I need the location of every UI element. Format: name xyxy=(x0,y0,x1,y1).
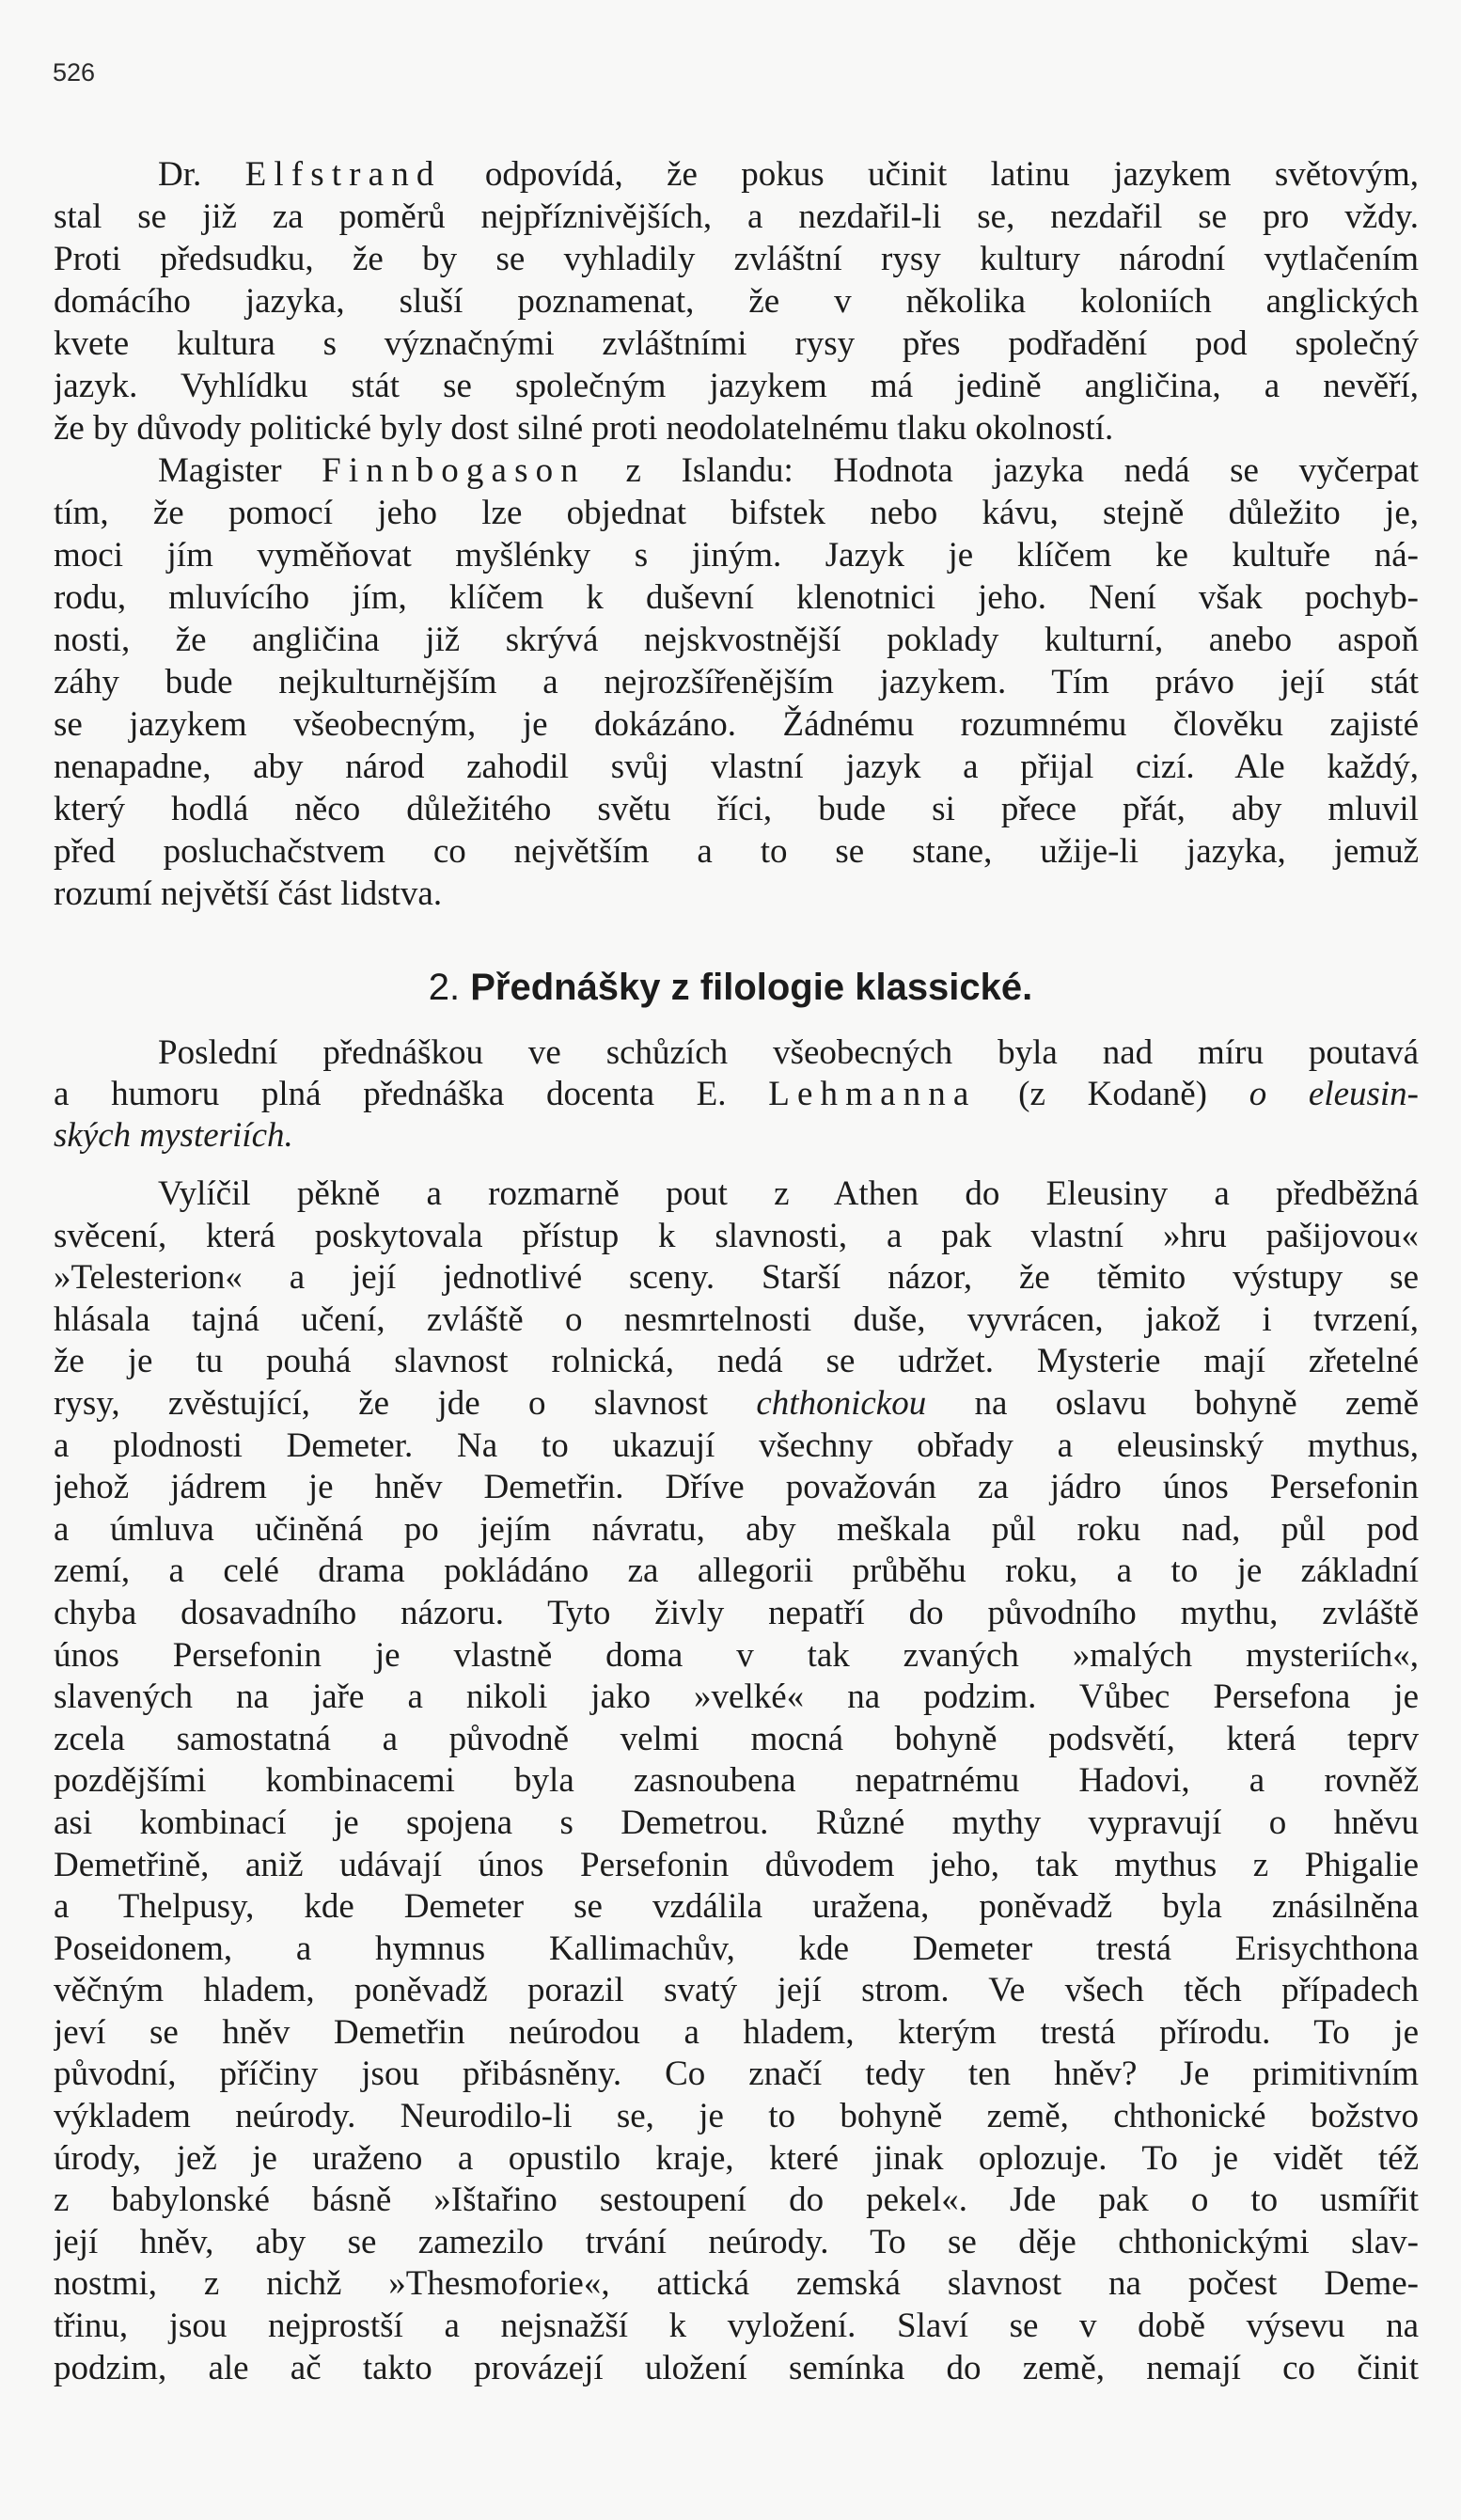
text-line xyxy=(54,449,1419,492)
text-segment: domácího jazyka, sluší poznamenat, že v několika koloniích anglických xyxy=(54,282,1419,321)
text-segment: Magister xyxy=(158,451,322,490)
italic-text: chthonickou xyxy=(756,1383,927,1423)
text-segment: se jazykem všeobecným, je dokázáno. Žádnému rozumnému člověku zajisté xyxy=(54,705,1419,744)
text-line xyxy=(54,830,1419,873)
text-segment: Poseidonem, a hymnus Kallimachův, kde Demeter trestá Erisychthona xyxy=(54,1929,1419,1968)
text-line xyxy=(54,1173,1419,1216)
text-line xyxy=(54,703,1419,746)
text-line xyxy=(54,323,1419,365)
text-segment: zcela samostatná a původně velmi mocná bohyně podsvětí, která teprv xyxy=(54,1719,1419,1758)
text-segment: kvete kultura s význačnými zvláštními rysy přes podřadění pod společný xyxy=(54,324,1419,363)
text-segment: třinu, jsou nejprostší a nejsnažší k vyložení. Slaví se v době výsevu na xyxy=(54,2307,1419,2346)
text-segment: úrody, jež je uraženo a opustilo kraje, které jinak oplozuje. To je vidět též xyxy=(54,2138,1419,2178)
text-segment: že by důvody politické byly dost silné proti neodolatelnému tlaku okolností. xyxy=(54,409,1114,448)
text-segment: věčným hladem, poněvadž porazil svatý její strom. Ve všech těch případech xyxy=(54,1971,1419,2010)
text-segment: Vylíčil pěkně a rozmarně pout z Athen do Eleusiny a předběžná xyxy=(158,1174,1419,1213)
text-segment: nosti, že angličina již skrývá nejskvostnější poklady kulturní, anebo aspoň xyxy=(54,621,1419,659)
text-line xyxy=(54,492,1419,534)
text-segment: chyba dosavadního názoru. Tyto živly nepatří do původního mythu, zvláště xyxy=(54,1593,1419,1632)
text-line xyxy=(54,534,1419,576)
text-segment: stal se již za poměrů nejpříznivějších, a nezdařil-li se, nezdařil se pro vždy. xyxy=(54,197,1419,236)
text-line xyxy=(54,2306,1419,2348)
text-segment: jehož jádrem je hněv Demetřin. Dříve považován za jádro únos Persefonin xyxy=(54,1468,1419,1507)
text-line xyxy=(54,1341,1419,1383)
section-title: Přednášky z filologie klassické. xyxy=(470,967,1033,1008)
text-segment: před posluchačstvem co největším a to se stane, užije-li jazyka, jemuž xyxy=(54,832,1419,871)
text-segment: »Telesterion« a její jednotlivé sceny. Starší názor, že těmito výstupy se xyxy=(54,1258,1419,1298)
text-segment: původní, příčiny jsou přibásněny. Co značí tedy ten hněv? Je primitivním xyxy=(54,2055,1419,2094)
text-segment: nenapadne, aby národ zahodil svůj vlastní jazyk a přijal cizí. Ale každý, xyxy=(54,748,1419,786)
text-segment: a plodnosti Demeter. Na to ukazují všechny obřady a eleusinský mythus, xyxy=(54,1425,1419,1465)
text-segment: její hněv, aby se zamezilo trvání neúrody. To se děje chthonickými slav- xyxy=(54,2222,1419,2261)
section-number: 2. xyxy=(428,967,461,1008)
text-segment: moci jím vyměňovat myšlénky s jiným. Jazyk je klíčem ke kultuře ná- xyxy=(54,536,1419,575)
text-segment: odpovídá, že pokus učinit latinu jazykem světovým, xyxy=(441,155,1419,194)
text-line xyxy=(54,280,1419,323)
text-segment: jeví se hněv Demetřin neúrodou a hladem, kterým trestá přírodu. To je xyxy=(54,2012,1419,2052)
text-segment: asi kombinací je spojena s Demetrou. Různé mythy vypravují o hněvu xyxy=(54,1803,1419,1842)
paragraph-elfstrand xyxy=(54,153,1419,449)
spaced-name: Elfstrand xyxy=(244,155,442,194)
text-segment: výkladem neúrody. Neurodilo-li se, je to bohyně země, chthonické božstvo xyxy=(54,2097,1419,2136)
text-segment: jazyk. Vyhlídku stát se společným jazykem má jedině angličina, a nevěří, xyxy=(54,367,1419,405)
text-line xyxy=(54,873,1419,915)
text-line xyxy=(54,365,1419,407)
text-line xyxy=(54,1032,1419,1074)
text-line xyxy=(54,576,1419,619)
text-segment: (z Kodaně) xyxy=(976,1075,1249,1113)
text-line xyxy=(54,661,1419,703)
text-segment: rysy, zvěstující, že jde o slavnost xyxy=(54,1383,757,1423)
text-line xyxy=(54,1551,1419,1593)
text-line xyxy=(54,2348,1419,2390)
text-line xyxy=(54,407,1419,449)
text-segment: nostmi, z nichž »Thesmoforie«, attická zemská slavnost na počest Deme- xyxy=(54,2264,1419,2304)
spaced-name: Finnbogason xyxy=(322,451,586,490)
text-segment: a Thelpusy, kde Demeter se vzdálila uražena, poněvadž byla znásilněna xyxy=(54,1887,1419,1927)
text-segment: záhy bude nejkulturnějším a nejrozšířenějším jazykem. Tím právo její stát xyxy=(54,663,1419,701)
text-line xyxy=(54,1383,1419,1425)
text-line xyxy=(54,1719,1419,1761)
text-line xyxy=(54,1845,1419,1887)
text-line xyxy=(54,153,1419,196)
text-segment: a humoru plná přednáška docenta E. xyxy=(54,1075,769,1113)
text-segment: na oslavu bohyně země xyxy=(926,1383,1419,1423)
text-segment: svěcení, která poskytovala přístup k slavnosti, a pak vlastní »hru pašijovou« xyxy=(54,1216,1419,1255)
section-heading xyxy=(0,967,1461,1009)
text-line xyxy=(54,788,1419,830)
paragraph-finnbogason xyxy=(54,449,1419,915)
text-line xyxy=(54,2054,1419,2096)
text-segment: Poslední přednáškou ve schůzích všeobecných byla nad míru poutavá xyxy=(158,1033,1419,1072)
text-line xyxy=(54,1425,1419,1468)
text-line xyxy=(54,1216,1419,1258)
text-line xyxy=(54,2222,1419,2264)
italic-text: o eleusin- xyxy=(1249,1075,1419,1113)
spaced-name: Lehmanna xyxy=(768,1075,977,1113)
text-line xyxy=(54,1467,1419,1509)
text-line xyxy=(54,1803,1419,1845)
text-segment: Dr. xyxy=(158,155,245,194)
text-segment: z babylonské básně »Ištařino sestoupení do pekel«. Jde pak o to usmířit xyxy=(54,2181,1419,2220)
text-line xyxy=(54,619,1419,661)
text-line xyxy=(54,238,1419,280)
text-line xyxy=(54,1635,1419,1677)
text-line xyxy=(54,196,1419,238)
paragraph-lehmann-intro xyxy=(54,1032,1419,1157)
text-line xyxy=(54,1115,1419,1157)
text-line xyxy=(54,1509,1419,1551)
text-line xyxy=(54,1593,1419,1635)
italic-text: ských mysteriích. xyxy=(54,1116,293,1155)
text-segment: z Islandu: Hodnota jazyka nedá se vyčerpat xyxy=(585,451,1419,490)
text-line xyxy=(54,1929,1419,1971)
text-segment: tím, že pomocí jeho lze objednat bifstek nebo kávu, stejně důležito je, xyxy=(54,494,1419,532)
text-line xyxy=(54,1677,1419,1719)
text-line xyxy=(54,1970,1419,2012)
text-segment: podzim, ale ač takto provázejí uložení semínka do země, nemají co činit xyxy=(54,2348,1419,2387)
text-segment: který hodlá něco důležitého světu říci, bude si přece přát, aby mluvil xyxy=(54,790,1419,828)
text-line xyxy=(54,2180,1419,2222)
text-segment: Demetřině, aniž udávají únos Persefonin důvodem jeho, tak mythus z Phigalie xyxy=(54,1845,1419,1884)
text-segment: únos Persefonin je vlastně doma v tak zvaných »malých mysteriích«, xyxy=(54,1635,1419,1675)
text-line xyxy=(54,2096,1419,2138)
paragraph-eleusinian-mysteries xyxy=(54,1173,1419,2389)
text-segment: slavených na jaře a nikoli jako »velké« na podzim. Vůbec Persefona je xyxy=(54,1677,1419,1717)
text-line xyxy=(54,1257,1419,1299)
text-line xyxy=(54,1760,1419,1803)
text-line xyxy=(54,1886,1419,1929)
text-line xyxy=(54,1299,1419,1342)
text-segment: hlásala tajná učení, zvláště o nesmrtelnosti duše, vyvrácen, jakož i tvrzení, xyxy=(54,1299,1419,1339)
page-number: 526 xyxy=(53,58,96,87)
text-segment: Proti předsudku, že by se vyhladily zvláštní rysy kultury národní vytlačením xyxy=(54,240,1419,278)
text-segment: rozumí největší část lidstva. xyxy=(54,874,443,913)
text-segment: že je tu pouhá slavnost rolnická, nedá se udržet. Mysterie mají zřetelné xyxy=(54,1342,1419,1381)
text-segment: rodu, mluvícího jím, klíčem k duševní klenotnici jeho. Není však pochyb- xyxy=(54,578,1419,617)
text-segment: zemí, a celé drama pokládáno za allegorii průběhu roku, a to je základní xyxy=(54,1551,1419,1591)
text-line xyxy=(54,746,1419,788)
text-line xyxy=(54,2263,1419,2306)
text-line xyxy=(54,2012,1419,2055)
text-segment: a úmluva učiněná po jejím návratu, aby meškala půl roku nad, půl pod xyxy=(54,1509,1419,1549)
text-line xyxy=(54,2138,1419,2181)
text-segment: pozdějšími kombinacemi byla zasnoubena nepatrnému Hadovi, a rovněž xyxy=(54,1761,1419,1801)
text-line xyxy=(54,1074,1419,1115)
